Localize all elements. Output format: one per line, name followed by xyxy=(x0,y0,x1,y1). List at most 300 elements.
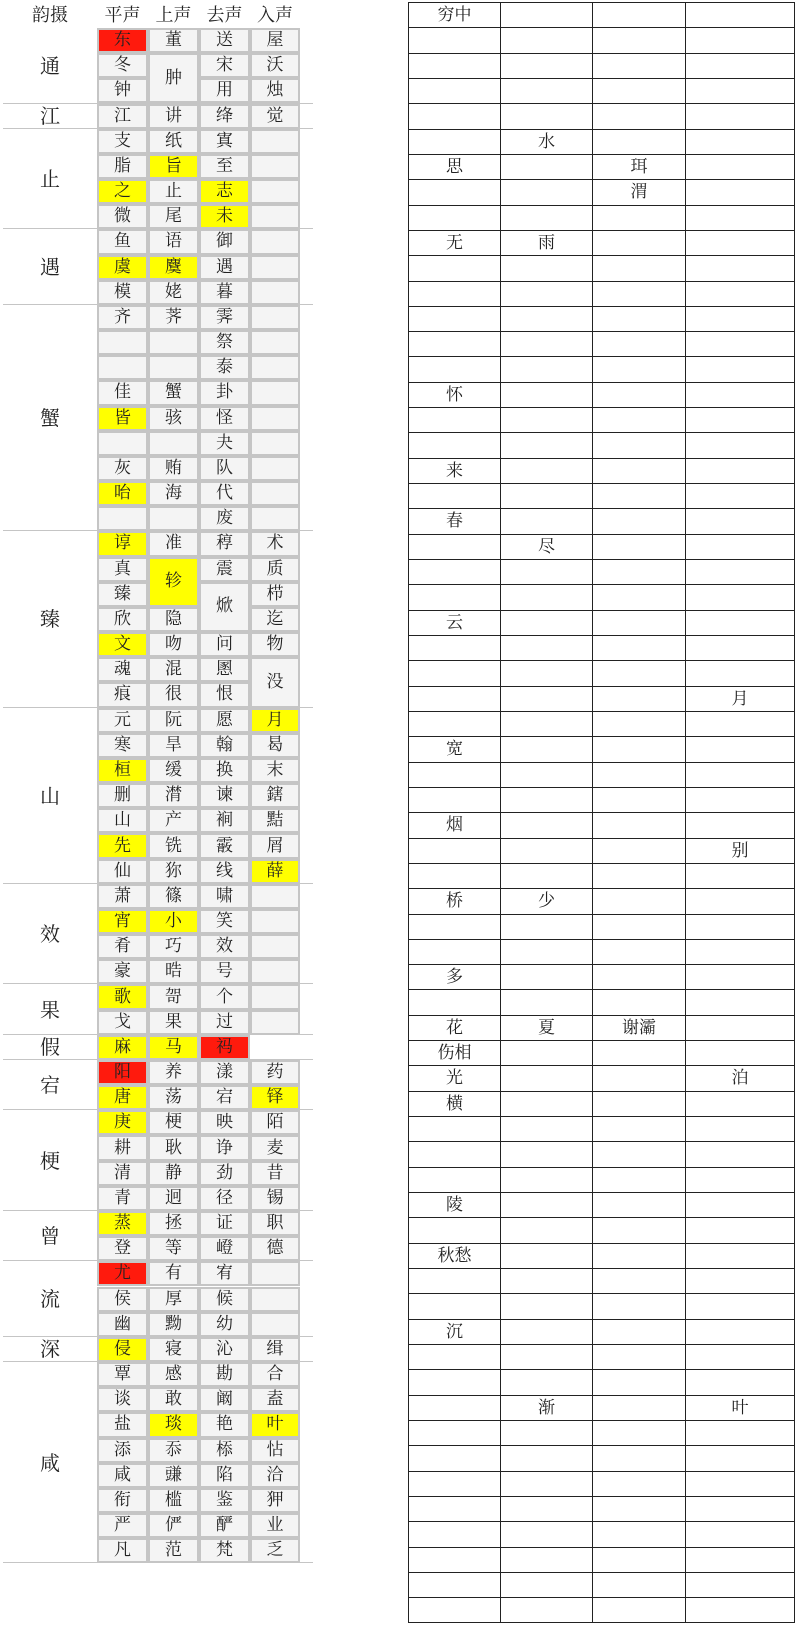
poem-cell xyxy=(500,1167,593,1193)
poem-cell xyxy=(408,281,501,307)
rhyme-cell: 霰 xyxy=(199,833,250,858)
rhyme-cell: 姥 xyxy=(148,280,199,305)
poem-cell xyxy=(592,458,686,484)
rhyme-cell: 冬 xyxy=(97,53,148,78)
poem-cell xyxy=(685,787,795,813)
poem-cell xyxy=(592,1192,686,1218)
rhyme-cell xyxy=(250,229,300,254)
poem-cell xyxy=(685,863,795,889)
poem-cell xyxy=(500,356,593,383)
poem-cell xyxy=(592,1445,686,1472)
rhyme-cell: 映 xyxy=(199,1110,250,1135)
rhyme-cell: 翰 xyxy=(199,733,250,758)
poem-cell xyxy=(685,306,795,332)
rhyme-cell: 栉 xyxy=(250,582,300,607)
poem-cell xyxy=(592,331,686,357)
rhyme-cell: 尾 xyxy=(148,204,199,229)
rhyme-cell: 屑 xyxy=(250,833,300,858)
rhyme-group-name: 效 xyxy=(40,922,60,947)
rhyme-cell: 至 xyxy=(199,154,250,179)
poem-cell xyxy=(500,1192,593,1218)
poem-cell xyxy=(500,432,593,459)
rhyme-cell: 怪 xyxy=(199,406,250,431)
rhyme-cell: 霁 xyxy=(199,305,250,330)
rhyme-cell: 废 xyxy=(199,506,250,531)
rhyme-cell: 臻 xyxy=(97,582,148,607)
poem-cell xyxy=(408,1369,501,1396)
poem-cell xyxy=(500,635,593,661)
rhyme-cell: 潸 xyxy=(148,783,199,808)
rhyme-cell: 咍 xyxy=(97,481,148,506)
poem-cell: 渭 xyxy=(592,179,686,206)
poem-cell xyxy=(592,888,686,915)
rhyme-cell: 术 xyxy=(250,531,300,556)
poem-cell xyxy=(592,1319,686,1345)
rhyme-cell: 虞 xyxy=(97,255,148,280)
rhyme-group-name: 蟹 xyxy=(40,406,60,431)
rhyme-cell: 遇 xyxy=(199,255,250,280)
poem-cell xyxy=(685,1344,795,1370)
rhyme-cell: 证 xyxy=(199,1211,250,1236)
rhyme-cell: 谆 xyxy=(97,531,148,556)
poem-cell xyxy=(408,1471,501,1497)
rhyme-cell: 宕 xyxy=(199,1085,250,1110)
rhyme-cell: 山 xyxy=(97,808,148,833)
rhyme-cell: 衔 xyxy=(97,1488,148,1513)
rhyme-cell xyxy=(250,305,300,330)
poem-cell xyxy=(685,1420,795,1446)
rhyme-cell xyxy=(250,959,300,984)
rhyme-cell: 御 xyxy=(199,229,250,254)
rhyme-cell xyxy=(250,481,300,506)
poem-cell xyxy=(592,1065,686,1092)
rhyme-cell: 焮 xyxy=(199,582,250,632)
poem-cell xyxy=(408,584,501,611)
rhyme-cell: 月 xyxy=(250,708,300,733)
rhyme-cell: 祃 xyxy=(199,1035,250,1060)
poem-cell xyxy=(592,432,686,459)
rhyme-cell: 志 xyxy=(199,179,250,204)
poem-cell xyxy=(500,1572,593,1598)
poem-cell xyxy=(592,1040,686,1066)
poem-cell xyxy=(408,432,501,459)
poem-cell xyxy=(685,1369,795,1396)
poem-cell xyxy=(592,103,686,130)
rhyme-cell: 仙 xyxy=(97,859,148,884)
poem-cell xyxy=(685,129,795,155)
rhyme-cell xyxy=(250,355,300,380)
rhyme-cell: 沃 xyxy=(250,53,300,78)
rhyme-cell: 俨 xyxy=(148,1513,199,1538)
rhyme-cell: 产 xyxy=(148,808,199,833)
rhyme-cell: 鎋 xyxy=(250,783,300,808)
rhyme-cell xyxy=(250,1010,300,1035)
rhyme-cell xyxy=(250,431,300,456)
poem-cell xyxy=(408,356,501,383)
rhyme-cell: 鱼 xyxy=(97,229,148,254)
poem-cell xyxy=(592,838,686,864)
rhyme-cell: 铣 xyxy=(148,833,199,858)
rhyme-cell: 线 xyxy=(199,859,250,884)
poem-cell xyxy=(408,1344,501,1370)
poem-cell xyxy=(592,230,686,256)
rhyme-cell: 静 xyxy=(148,1161,199,1186)
poem-cell xyxy=(500,1141,593,1168)
poem-cell: 尽 xyxy=(500,534,593,560)
rhyme-cell: 队 xyxy=(199,456,250,481)
rhyme-cell: 德 xyxy=(250,1236,300,1261)
rhyme-cell: 隐 xyxy=(148,607,199,632)
poem-cell xyxy=(685,2,795,28)
rhyme-cell: 侵 xyxy=(97,1337,148,1362)
rhyme-cell xyxy=(250,909,300,934)
rhyme-cell: 灰 xyxy=(97,456,148,481)
poem-cell xyxy=(500,1344,593,1370)
rhyme-cell: 吻 xyxy=(148,632,199,657)
poem-cell xyxy=(500,306,593,332)
poem-cell xyxy=(408,407,501,433)
rhyme-cell: 薛 xyxy=(250,859,300,884)
poem-cell xyxy=(685,1471,795,1497)
poem-cell xyxy=(592,2,686,28)
poem-cell: 宽 xyxy=(408,736,501,763)
rhyme-cell: 暮 xyxy=(199,280,250,305)
poem-cell xyxy=(500,1496,593,1522)
rhyme-cell xyxy=(250,506,300,531)
rhyme-cell: 麻 xyxy=(97,1035,148,1060)
poem-cell xyxy=(408,129,501,155)
poem-cell xyxy=(500,1319,593,1345)
poem-cell xyxy=(500,27,593,54)
rhyme-cell: 添 xyxy=(97,1438,148,1463)
poem-cell xyxy=(500,1547,593,1573)
poem-cell xyxy=(592,306,686,332)
poem-cell xyxy=(685,660,795,687)
poem-cell: 别 xyxy=(685,838,795,864)
poem-cell xyxy=(408,1141,501,1168)
rhyme-group-name: 通 xyxy=(40,53,60,78)
rhyme-cell: 豪 xyxy=(97,959,148,984)
rhyme-cell: 凡 xyxy=(97,1538,148,1563)
poem-cell xyxy=(592,989,686,1016)
poem-cell xyxy=(500,762,593,788)
rhyme-cell: 轸 xyxy=(148,557,199,607)
rhyme-cell: 黠 xyxy=(250,808,300,833)
rhyme-cell: 换 xyxy=(199,758,250,783)
rhyme-cell: 质 xyxy=(250,557,300,582)
poem-cell xyxy=(500,331,593,357)
rhyme-cell: 啸 xyxy=(199,884,250,909)
poem-cell xyxy=(592,762,686,788)
rhyme-group-name: 宕 xyxy=(40,1073,60,1098)
header-tone-4: 入声 xyxy=(257,4,293,26)
rhyme-cell: 寒 xyxy=(97,733,148,758)
rhyme-cell: 痕 xyxy=(97,682,148,707)
rhyme-cell: 晧 xyxy=(148,959,199,984)
rhyme-cell xyxy=(250,884,300,909)
rhyme-cell: 哿 xyxy=(148,984,199,1009)
rhyme-cell: 元 xyxy=(97,708,148,733)
poem-cell xyxy=(685,559,795,585)
rhyme-cell: 真 xyxy=(97,557,148,582)
rhyme-cell: 微 xyxy=(97,204,148,229)
poem-cell xyxy=(408,686,501,712)
rhyme-cell: 齐 xyxy=(97,305,148,330)
rhyme-cell: 狎 xyxy=(250,1488,300,1513)
rhyme-cell: 青 xyxy=(97,1186,148,1211)
rhyme-cell: 劲 xyxy=(199,1161,250,1186)
poem-cell xyxy=(592,635,686,661)
rhyme-cell: 曷 xyxy=(250,733,300,758)
rhyme-cell: 敢 xyxy=(148,1387,199,1412)
rhyme-group-name: 咸 xyxy=(40,1450,60,1475)
rhyme-group-name: 山 xyxy=(40,783,60,808)
poem-cell xyxy=(685,812,795,839)
poem-cell xyxy=(592,559,686,585)
rhyme-cell xyxy=(250,406,300,431)
poem-cell xyxy=(592,1217,686,1244)
rhyme-cell: 槛 xyxy=(148,1488,199,1513)
rhyme-cell: 准 xyxy=(148,531,199,556)
poem-cell xyxy=(500,964,593,990)
poem-cell xyxy=(685,78,795,104)
rhyme-group-name: 曾 xyxy=(40,1224,60,1249)
rhyme-cell xyxy=(250,330,300,355)
poem-cell xyxy=(685,458,795,484)
poem-cell xyxy=(408,1420,501,1446)
rhyme-cell: 过 xyxy=(199,1010,250,1035)
poem-cell xyxy=(408,989,501,1016)
poem-cell xyxy=(500,1293,593,1320)
poem-cell xyxy=(685,1268,795,1294)
poem-cell xyxy=(592,1344,686,1370)
rhyme-cell: 笑 xyxy=(199,909,250,934)
poem-cell xyxy=(685,1192,795,1218)
rhyme-cell: 艳 xyxy=(199,1412,250,1437)
poem-cell xyxy=(685,610,795,636)
rhyme-cell: 酽 xyxy=(199,1513,250,1538)
poem-cell xyxy=(500,382,593,408)
poem-cell xyxy=(685,1293,795,1320)
poem-cell xyxy=(408,1547,501,1573)
poem-cell xyxy=(685,1597,795,1623)
poem-cell xyxy=(685,281,795,307)
poem-cell: 夏 xyxy=(500,1015,593,1041)
rhyme-group-name: 江 xyxy=(40,104,60,129)
poem-cell xyxy=(500,914,593,940)
rhyme-cell: 欣 xyxy=(97,607,148,632)
poem-cell xyxy=(685,584,795,611)
poem-cell xyxy=(592,939,686,965)
poem-cell xyxy=(500,863,593,889)
poem-cell xyxy=(500,787,593,813)
rhyme-cell: 候 xyxy=(199,1287,250,1312)
poem-cell xyxy=(685,762,795,788)
rhyme-cell: 用 xyxy=(199,78,250,103)
poem-cell xyxy=(592,1243,686,1269)
rhyme-cell: 旱 xyxy=(148,733,199,758)
poem-cell xyxy=(685,179,795,206)
poem-cell: 烟 xyxy=(408,812,501,839)
rhyme-cell: 㮇 xyxy=(199,1438,250,1463)
rhyme-cell: 号 xyxy=(199,959,250,984)
rhyme-cell: 感 xyxy=(148,1362,199,1387)
poem-cell xyxy=(500,812,593,839)
rhyme-cell: 洽 xyxy=(250,1463,300,1488)
rhyme-cell: 耿 xyxy=(148,1135,199,1160)
poem-cell xyxy=(500,255,593,282)
rhyme-cell: 歌 xyxy=(97,984,148,1009)
rhyme-cell: 阳 xyxy=(97,1060,148,1085)
poem-cell xyxy=(592,686,686,712)
poem-cell xyxy=(685,964,795,990)
poem-cell xyxy=(592,584,686,611)
rhyme-cell xyxy=(250,380,300,405)
rhyme-cell: 麌 xyxy=(148,255,199,280)
rhyme-cell: 董 xyxy=(148,28,199,53)
rhyme-cell: 寝 xyxy=(148,1337,199,1362)
poem-cell: 少 xyxy=(500,888,593,915)
poem-cell xyxy=(500,1091,593,1117)
poem-cell xyxy=(685,382,795,408)
poem-cell: 伤相 xyxy=(408,1040,501,1066)
poem-cell xyxy=(408,1445,501,1472)
rhyme-cell: 夬 xyxy=(199,431,250,456)
rhyme-group-name: 止 xyxy=(40,167,60,191)
poem-cell xyxy=(500,458,593,484)
poem-cell xyxy=(592,711,686,737)
rhyme-cell: 昔 xyxy=(250,1161,300,1186)
poem-cell xyxy=(500,205,593,231)
rhyme-cell: 小 xyxy=(148,909,199,934)
rhyme-cell: 唐 xyxy=(97,1085,148,1110)
rhyme-cell: 咸 xyxy=(97,1463,148,1488)
rhyme-group-name: 流 xyxy=(40,1287,60,1312)
rhyme-cell: 马 xyxy=(148,1035,199,1060)
poem-cell: 无 xyxy=(408,230,501,256)
poem-cell xyxy=(685,1040,795,1066)
poem-cell xyxy=(592,534,686,560)
poem-cell xyxy=(500,2,593,28)
poem-cell xyxy=(592,1167,686,1193)
rhyme-cell: 清 xyxy=(97,1161,148,1186)
poem-grid xyxy=(408,2,794,1623)
rhyme-cell: 严 xyxy=(97,1513,148,1538)
rhyme-cell: 东 xyxy=(97,28,148,53)
rhyme-cell: 盍 xyxy=(250,1387,300,1412)
poem-cell xyxy=(685,356,795,383)
rhyme-cell: 合 xyxy=(250,1362,300,1387)
rhyme-group-name: 果 xyxy=(40,997,60,1022)
poem-cell: 秋愁 xyxy=(408,1243,501,1269)
poem-cell xyxy=(685,27,795,54)
rhyme-cell: 范 xyxy=(148,1538,199,1563)
rhyme-cell xyxy=(97,355,148,380)
poem-cell xyxy=(408,863,501,889)
poem-cell xyxy=(592,356,686,383)
poem-cell: 桥 xyxy=(408,888,501,915)
rhyme-cell: 厚 xyxy=(148,1287,199,1312)
poem-cell: 泊 xyxy=(685,1065,795,1092)
rhyme-cell: 效 xyxy=(199,934,250,959)
poem-cell xyxy=(500,711,593,737)
rhyme-cell xyxy=(250,129,300,154)
rhyme-cell xyxy=(250,255,300,280)
poem-cell xyxy=(592,1471,686,1497)
rhyme-cell: 很 xyxy=(148,682,199,707)
poem-cell xyxy=(500,1217,593,1244)
rhyme-cell: 忝 xyxy=(148,1438,199,1463)
rhyme-cell xyxy=(250,1287,300,1312)
poem-cell xyxy=(500,1040,593,1066)
poem-cell: 叶 xyxy=(685,1395,795,1421)
poem-cell xyxy=(592,787,686,813)
poem-cell xyxy=(408,103,501,130)
poem-cell xyxy=(500,407,593,433)
poem-cell xyxy=(500,1521,593,1548)
poem-cell xyxy=(500,483,593,509)
poem-cell xyxy=(500,1420,593,1446)
header-rhyme-group: 韵摄 xyxy=(32,4,68,26)
rhyme-cell xyxy=(250,1312,300,1337)
rhyme-group-name: 假 xyxy=(40,1035,60,1060)
poem-cell xyxy=(592,1395,686,1421)
rhyme-cell: 卦 xyxy=(199,380,250,405)
rhyme-cell: 豏 xyxy=(148,1463,199,1488)
header-tone-3: 去声 xyxy=(206,4,243,26)
poem-cell xyxy=(500,154,593,180)
poem-cell xyxy=(685,205,795,231)
rhyme-cell: 送 xyxy=(199,28,250,53)
rhyme-cell: 戈 xyxy=(97,1010,148,1035)
rhyme-cell xyxy=(250,1261,300,1286)
poem-cell: 花 xyxy=(408,1015,501,1041)
poem-cell: 多 xyxy=(408,964,501,990)
poem-cell xyxy=(408,1217,501,1244)
rhyme-group-name: 深 xyxy=(40,1337,60,1362)
poem-cell xyxy=(500,1369,593,1396)
rhyme-cell: 物 xyxy=(250,632,300,657)
rhyme-cell: 未 xyxy=(199,204,250,229)
rhyme-cell: 尤 xyxy=(97,1261,148,1286)
rhyme-cell: 缉 xyxy=(250,1337,300,1362)
poem-cell xyxy=(685,1572,795,1598)
poem-cell xyxy=(685,1217,795,1244)
poem-cell xyxy=(685,53,795,79)
poem-cell xyxy=(592,1572,686,1598)
rhyme-group-name: 梗 xyxy=(40,1148,60,1173)
rhyme-cell: 祭 xyxy=(199,330,250,355)
rhyme-cell: 梵 xyxy=(199,1538,250,1563)
poem-cell xyxy=(500,838,593,864)
rhyme-cell: 诤 xyxy=(199,1135,250,1160)
rhyme-cell xyxy=(250,934,300,959)
poem-cell xyxy=(592,27,686,54)
rhyme-cell: 狝 xyxy=(148,859,199,884)
rhyme-cell: 蒸 xyxy=(97,1211,148,1236)
poem-cell xyxy=(408,1597,501,1623)
poem-cell xyxy=(500,989,593,1016)
poem-cell: 沉 xyxy=(408,1319,501,1345)
rhyme-cell: 语 xyxy=(148,229,199,254)
poem-cell xyxy=(685,914,795,940)
poem-cell xyxy=(592,812,686,839)
poem-cell xyxy=(685,1496,795,1522)
rhyme-cell: 谈 xyxy=(97,1387,148,1412)
rhyme-cell: 宥 xyxy=(199,1261,250,1286)
poem-cell xyxy=(685,635,795,661)
poem-cell xyxy=(408,1293,501,1320)
